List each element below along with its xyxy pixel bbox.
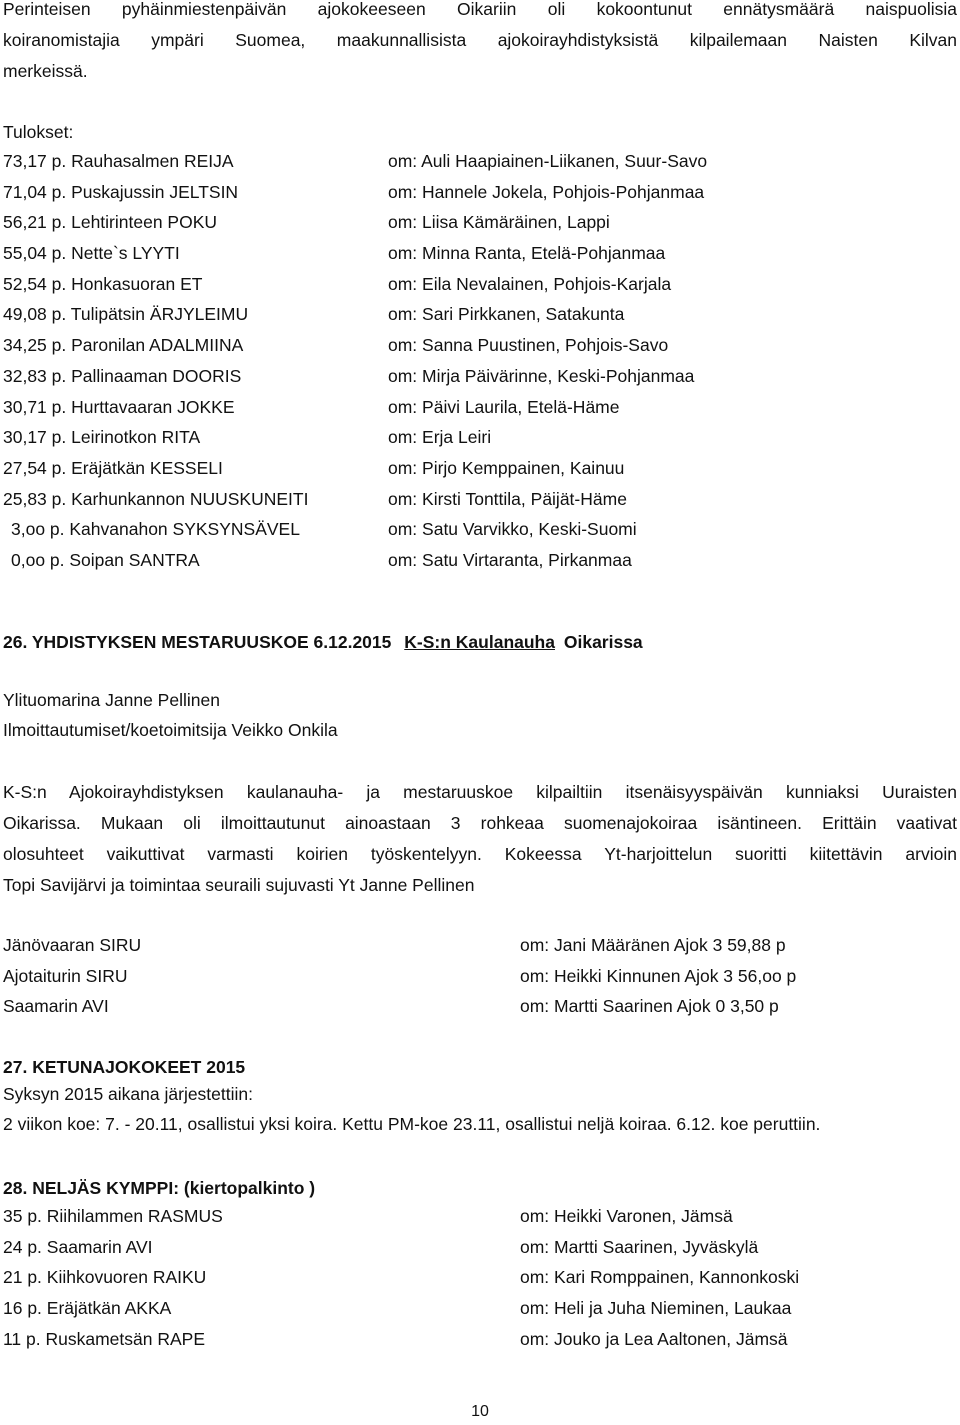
result-dog: 30,71 p. Hurttavaaran JOKKE [3,396,235,417]
result-owner: om: Satu Varvikko, Keski-Suomi [388,519,637,540]
section-26-owner: om: Martti Saarinen Ajok 0 3,50 p [520,996,779,1017]
section-26-dog: Saamarin AVI [3,996,109,1017]
section-26-owner: om: Jani Määränen Ajok 3 59,88 p [520,935,786,955]
result-owner: om: Eila Nevalainen, Pohjois-Karjala [388,273,672,294]
section-28-row [3,1324,957,1355]
section-26-title-underlined: K-S:n Kaulanauha [404,632,555,652]
result-dog: 71,04 p. Puskajussin JELTSIN [3,181,239,202]
result-row [3,330,957,361]
page-number: 10 [471,1403,489,1420]
result-dog: 56,21 p. Lehtirinteen POKU [3,212,218,233]
section-26-owner: om: Heikki Kinnunen Ajok 3 56,oo p [520,965,797,986]
section-28-owner: om: Jouko ja Lea Aaltonen, Jämsä [520,1328,788,1349]
section-28-owner: om: Heli ja Juha Nieminen, Laukaa [520,1298,792,1319]
section-28-dog: 24 p. Saamarin AVI [3,1236,153,1257]
section-26-dog: Ajotaiturin SIRU [3,965,128,986]
result-row [3,361,957,392]
result-owner: om: Päivi Laurila, Etelä-Häme [388,396,620,417]
result-owner: om: Erja Leiri [388,427,492,448]
section-26-results [3,930,957,1022]
result-row [3,269,957,300]
result-owner: om: Liisa Kämäräinen, Lappi [388,212,610,233]
result-dog: 34,25 p. Paronilan ADALMIINA [3,335,244,356]
result-dog: 25,83 p. Karhunkannon NUUSKUNEITI [3,488,309,509]
intro-paragraph [3,0,957,87]
result-owner: om: Sari Pirkkanen, Satakunta [388,304,625,325]
result-row [3,238,957,269]
section-28-title-text: 28. NELJÄS KYMPPI: (kiertopalkinto ) [3,1178,316,1198]
section-27-line: Syksyn 2015 aikana järjestettiin: [3,1084,253,1104]
document-page [3,0,957,1425]
section-28-row [3,1232,957,1263]
result-dog: 3,oo p. Kahvanahon SYKSYNSÄVEL [11,519,300,540]
result-dog: 49,08 p. Tulipätsin ÄRJYLEIMU [3,304,249,325]
section-28-list [3,1201,957,1354]
section-26-row [3,991,957,1022]
intro-line: koiranomistajia ympäri Suomea, maakunnallisista ajokoirayhdistyksistä kilpailemaan Naisten Kilvan [3,30,957,50]
section-26-title-main: 26. YHDISTYKSEN MESTARUUSKOE 6.12.2015 [3,632,392,652]
result-owner: om: Hannele Jokela, Pohjois-Pohjanmaa [388,181,705,202]
section-28-dog: 16 p. Eräjätkän AKKA [3,1298,172,1319]
result-row [3,453,957,484]
result-owner: om: Kirsti Tonttila, Päijät-Häme [388,488,627,509]
section-27-line: 2 viikon koe: 7. - 20.11, osallistui yksi koira. Kettu PM-koe 23.11, osallistui neljä koiraa. 6.12. koe peruttiin. [3,1114,821,1134]
result-dog: 52,54 p. Honkasuoran ET [3,273,203,294]
result-dog: 73,17 p. Rauhasalmen REIJA [3,151,234,171]
result-dog: 27,54 p. Eräjätkän KESSELI [3,457,223,478]
result-owner: om: Auli Haapiainen-Liikanen, Suur-Savo [388,151,708,171]
section-26-line: Oikarissa. Mukaan oli ilmoittautunut ainoastaan 3 rohkeaa suomenajokoiraa isäntineen. Erittäin vaativat [3,813,957,833]
intro-line: Perinteisen pyhäinmiestenpäivän ajokokeeseen Oikariin oli kokoontunut ennätysmäärä naispuolisia [3,0,957,19]
result-dog: 32,83 p. Pallinaaman DOORIS [3,365,242,386]
results-heading: Tulokset: [3,122,74,142]
result-row [3,177,957,208]
section-28-row [3,1201,957,1232]
section-28-dog: 21 p. Kiihkovuoren RAIKU [3,1267,207,1288]
section-27-title [3,1052,245,1083]
result-owner: om: Satu Virtaranta, Pirkanmaa [388,549,632,570]
result-row [3,146,957,177]
section-28-row [3,1262,957,1293]
section-28-owner: om: Heikki Varonen, Jämsä [520,1206,733,1226]
result-owner: om: Pirjo Kemppainen, Kainuu [388,457,625,478]
section-26-row [3,930,957,961]
result-row [3,207,957,238]
result-dog: 0,oo p. Soipan SANTRA [11,549,200,570]
result-dog: 30,17 p. Leirinotkon RITA [3,427,201,448]
result-owner: om: Minna Ranta, Etelä-Pohjanmaa [388,243,666,264]
section-28-row [3,1293,957,1324]
section-26-paragraph [3,777,957,901]
section-27-title-text: 27. KETUNAJOKOKEET 2015 [3,1057,246,1077]
section-26-row [3,961,957,992]
section-28-dog: 11 p. Ruskametsän RAPE [3,1328,205,1349]
section-28-owner: om: Martti Saarinen, Jyväskylä [520,1236,759,1257]
results-list [3,146,957,576]
result-row [3,392,957,423]
result-row [3,484,957,515]
section-26-line: K-S:n Ajokoirayhdistyksen kaulanauha- ja mestaruuskoe kilpailtiin itsenäisyyspäivän kunniaksi Uuraisten [3,782,957,802]
section-26-dog: Jänövaaran SIRU [3,935,142,955]
section-26-line: olosuhteet vaikuttivat varmasti koirien työskentelyyn. Kokeessa Yt-harjoittelun suoritti kiitettävin arvioin [3,844,957,864]
section-28-title [3,1173,315,1204]
section-28-dog: 35 p. Riihilammen RASMUS [3,1206,223,1226]
section-26-title-place: Oikarissa [563,632,643,652]
section-26-line: Topi Savijärvi ja toimintaa seuraili sujuvasti Yt Janne Pellinen [3,875,475,895]
result-row [3,514,957,545]
result-owner: om: Sanna Puustinen, Pohjois-Savo [388,335,669,356]
result-row [3,299,957,330]
section-26-registrar: Ilmoittautumiset/koetoimitsija Veikko Onkila [3,720,338,740]
intro-line: merkeissä. [3,61,88,81]
result-owner: om: Mirja Päivärinne, Keski-Pohjanmaa [388,365,695,386]
result-row [3,545,957,576]
section-28-owner: om: Kari Romppainen, Kannonkoski [520,1267,800,1288]
result-dog: 55,04 p. Nette`s LYYTI [3,243,180,264]
result-row [3,422,957,453]
section-26-title [3,627,643,658]
section-26-judge: Ylituomarina Janne Pellinen [3,690,220,710]
